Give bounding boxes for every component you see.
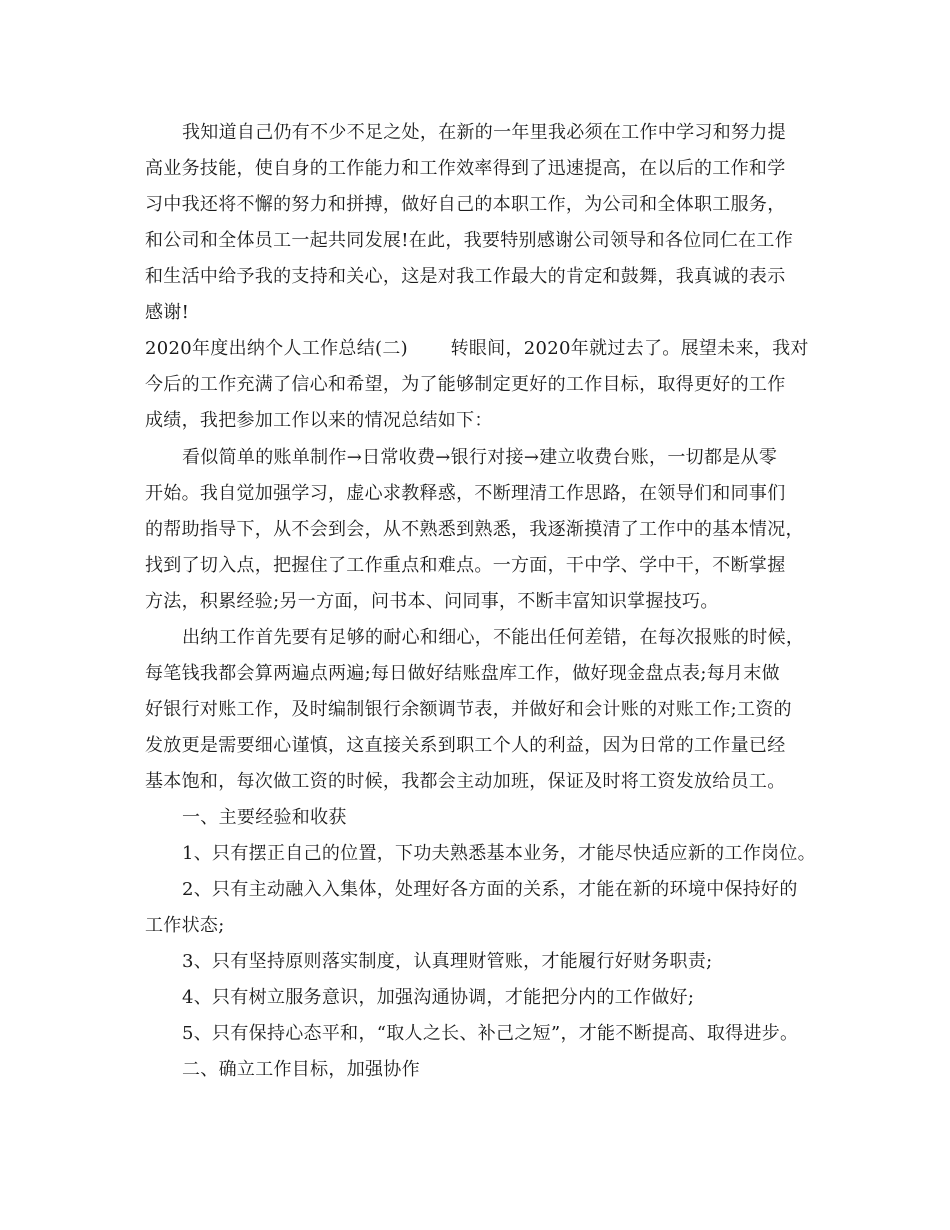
list-item: 4、只有树立服务意识，加强沟通协调，才能把分内的工作做好; [182,987,695,1008]
list-item: 2、只有主动融入入集体，处理好各方面的关系，才能在新的环境中保持好的 [182,879,798,900]
list-item: 1、只有摆正自己的位置，下功夫熟悉基本业务，才能尽快适应新的工作岗位。 [182,843,816,864]
text-line: 出纳工作首先要有足够的耐心和细心，不能出任何差错，在每次报账的时候， [182,627,805,648]
text-line: 成绩，我把参加工作以来的情况总结如下： [145,410,493,431]
text-line: 今后的工作充满了信心和希望，为了能够制定更好的工作目标，取得更好的工作 [145,374,786,395]
text-line: 每笔钱我都会算两遍点两遍;每日做好结账盘库工作，做好现金盘点表;每月末做 [145,663,780,684]
list-heading: 一、主要经验和收获 [182,807,347,828]
text-line: 基本饱和，每次做工资的时候，我都会主动加班，保证及时将工资发放给员工。 [145,771,786,792]
text-line: 找到了切入点，把握住了工作重点和难点。一方面，干中学、学中干，不断掌握 [145,555,786,576]
text-line: 工作状态; [145,915,225,936]
text-line: 我知道自己仍有不少不足之处，在新的一年里我必须在工作中学习和努力提 [182,122,786,143]
text-line: 和公司和全体员工一起共同发展!在此，我要特别感谢公司领导和各位同仁在工作 [145,230,794,251]
text-line: 看似简单的账单制作→日常收费→银行对接→建立收费台账，一切都是从零 [182,447,778,468]
text-line: 感谢! [145,302,190,323]
text-line: 开始。我自觉加强学习，虚心求教释惑，不断理清工作思路，在领导们和同事们 [145,483,786,504]
text-line: 的帮助指导下，从不会到会，从不熟悉到熟悉，我逐渐摸清了工作中的基本情况， [145,519,804,540]
list-heading: 二、确立工作目标，加强协作 [182,1059,420,1080]
text-line: 高业务技能，使自身的工作能力和工作效率得到了迅速提高，在以后的工作和学 [145,158,786,179]
text-line: 和生活中给予我的支持和关心，这是对我工作最大的肯定和鼓舞，我真诚的表示 [145,266,786,287]
text-line: 好银行对账工作，及时编制银行余额调节表，并做好和会计账的对账工作;工资的 [145,699,792,720]
text-line: 发放更是需要细心谨慎，这直接关系到职工个人的利益，因为日常的工作量已经 [145,735,786,756]
section-heading-line: 2020年度出纳个人工作总结(二) 转眼间，2020年就过去了。展望未来，我对 [145,338,809,359]
list-item: 5、只有保持心态平和，“取人之长、补己之短”，才能不断提高、取得进步。 [182,1023,799,1044]
text-line: 方法，积累经验;另一方面，问书本、问同事，不断丰富知识掌握技巧。 [145,591,719,612]
list-item: 3、只有坚持原则落实制度，认真理财管账，才能履行好财务职责; [182,951,713,972]
text-line: 习中我还将不懈的努力和拼搏，做好自己的本职工作，为公司和全体职工服务， [145,194,786,215]
